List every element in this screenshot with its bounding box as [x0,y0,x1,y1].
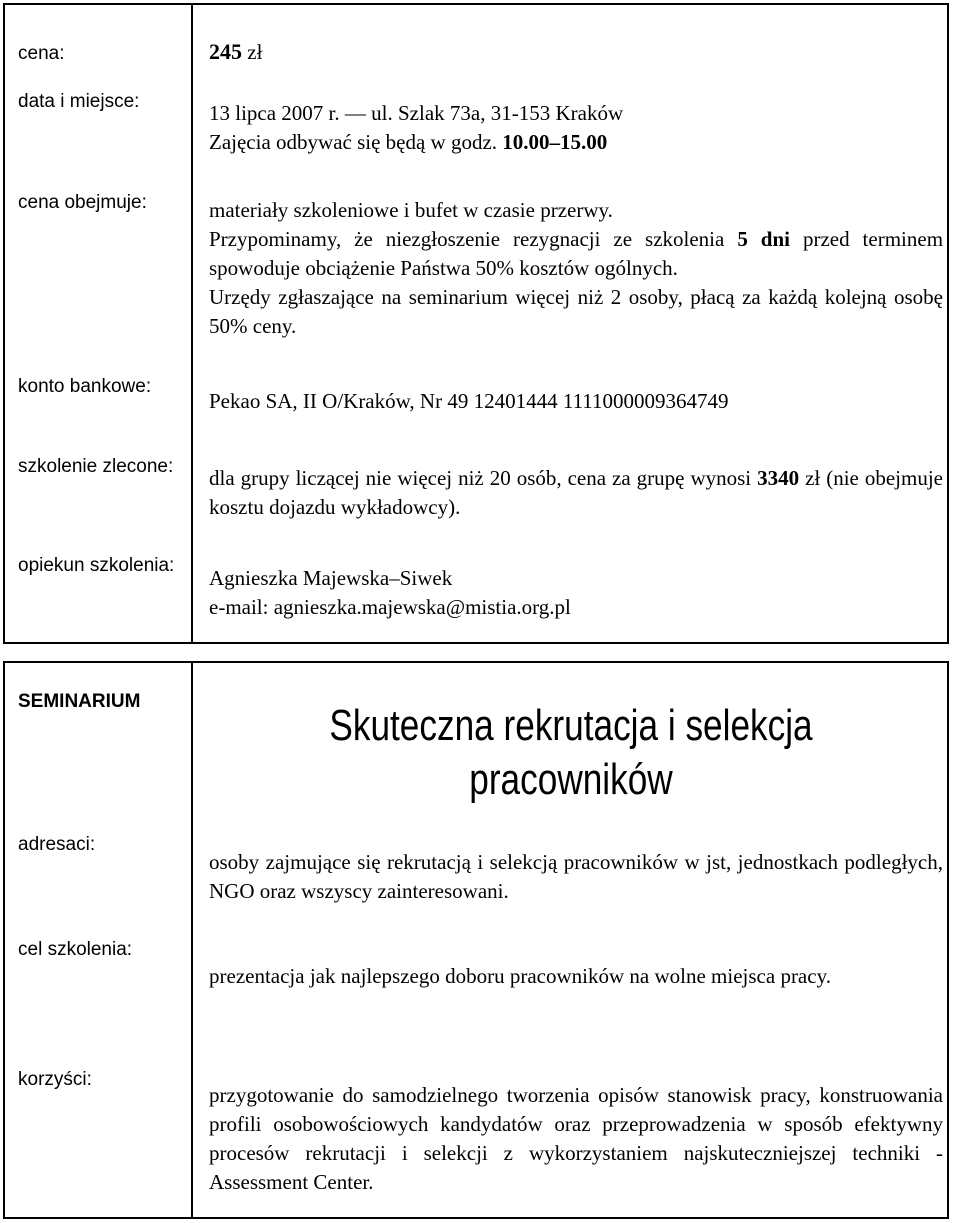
date-place-value [209,99,943,157]
goal-label: cel szkolenia: [18,939,133,960]
date: 13 lipca 2007 r. [209,101,340,125]
seminar-label: SEMINARIUM [18,691,141,712]
guardian-value [209,564,943,622]
guardian-name: Agnieszka Majewska–Siwek [209,566,453,590]
email-link[interactable]: agnieszka.majewska@mistia.org.pl [273,595,571,619]
seminar-title [270,699,872,807]
goal-value: prezentacja jak najlepszego doboru pracowników na wolne miejsca pracy. [209,964,831,988]
group-price: 3340 [757,466,800,490]
ordered-training-value: dla grupy liczącej nie więcej niż 20 osób, cena za grupę wynosi 3340 zł (nie obejmuje kosztu dojazdu wykładowcy). [209,466,943,519]
ordered-training-label: szkolenie zlecone: [18,456,174,477]
date-place-label: data i miejsce: [18,91,140,112]
column-divider [191,663,193,1217]
price-amount: 245 [209,39,242,64]
reminder-days: 5 dni [737,227,790,251]
seminar-title-line2: pracowników [469,755,673,804]
audience-label: adresaci: [18,834,96,855]
reminder: Przypominamy, że niezgłoszenie rezygnacji ze szkolenia 5 dni przed terminem spowoduje obciążenie Państwa 50% kosztów ogólnych. [209,227,944,280]
benefits-value: przygotowanie do samodzielnego tworzenia opisów stanowisk pracy, konstruowania profili osobowościowych kandydatów oraz przeprowadzenia w sposób efektywny procesów rekrutacji i selekcji z wykorzystaniem najskuteczniejszej techniki - Assessment Center. [209,1083,943,1194]
guardian-label: opiekun szkolenia: [18,555,175,576]
offices-note: Urzędy zgłaszające na seminarium więcej niż 2 osoby, płacą za każdą kolejną osobę 50% ceny. [209,285,943,338]
bank-account-value: Pekao SA, II O/Kraków, Nr 49 12401444 1111000009364749 [209,389,729,413]
email-prefix: e-mail: [209,595,269,619]
price-currency: zł [247,40,263,64]
price-value [209,37,943,67]
price-includes-value [209,196,943,341]
address: ul. Szlak 73a, 31-153 Kraków [371,101,624,125]
includes-line: materiały szkoleniowe i bufet w czasie przerwy. [209,198,613,222]
column-divider [191,5,193,642]
seminar-table [3,661,949,1219]
hours-prefix: Zajęcia odbywać się będą w godz. [209,130,498,154]
seminar-title-line1: Skuteczna rekrutacja i selekcja [329,701,813,750]
benefits-label: korzyści: [18,1069,92,1090]
price-label: cena: [18,43,65,64]
course-info-table [3,3,949,644]
price-includes-label: cena obejmuje: [18,192,147,213]
hours: 10.00–15.00 [502,130,608,154]
bank-account-label: konto bankowe: [18,376,152,397]
dash: — [344,101,366,125]
audience-value: osoby zajmujące się rekrutacją i selekcją pracowników w jst, jednostkach podległych, NGO oraz wszyscy zainteresowani. [209,850,943,903]
